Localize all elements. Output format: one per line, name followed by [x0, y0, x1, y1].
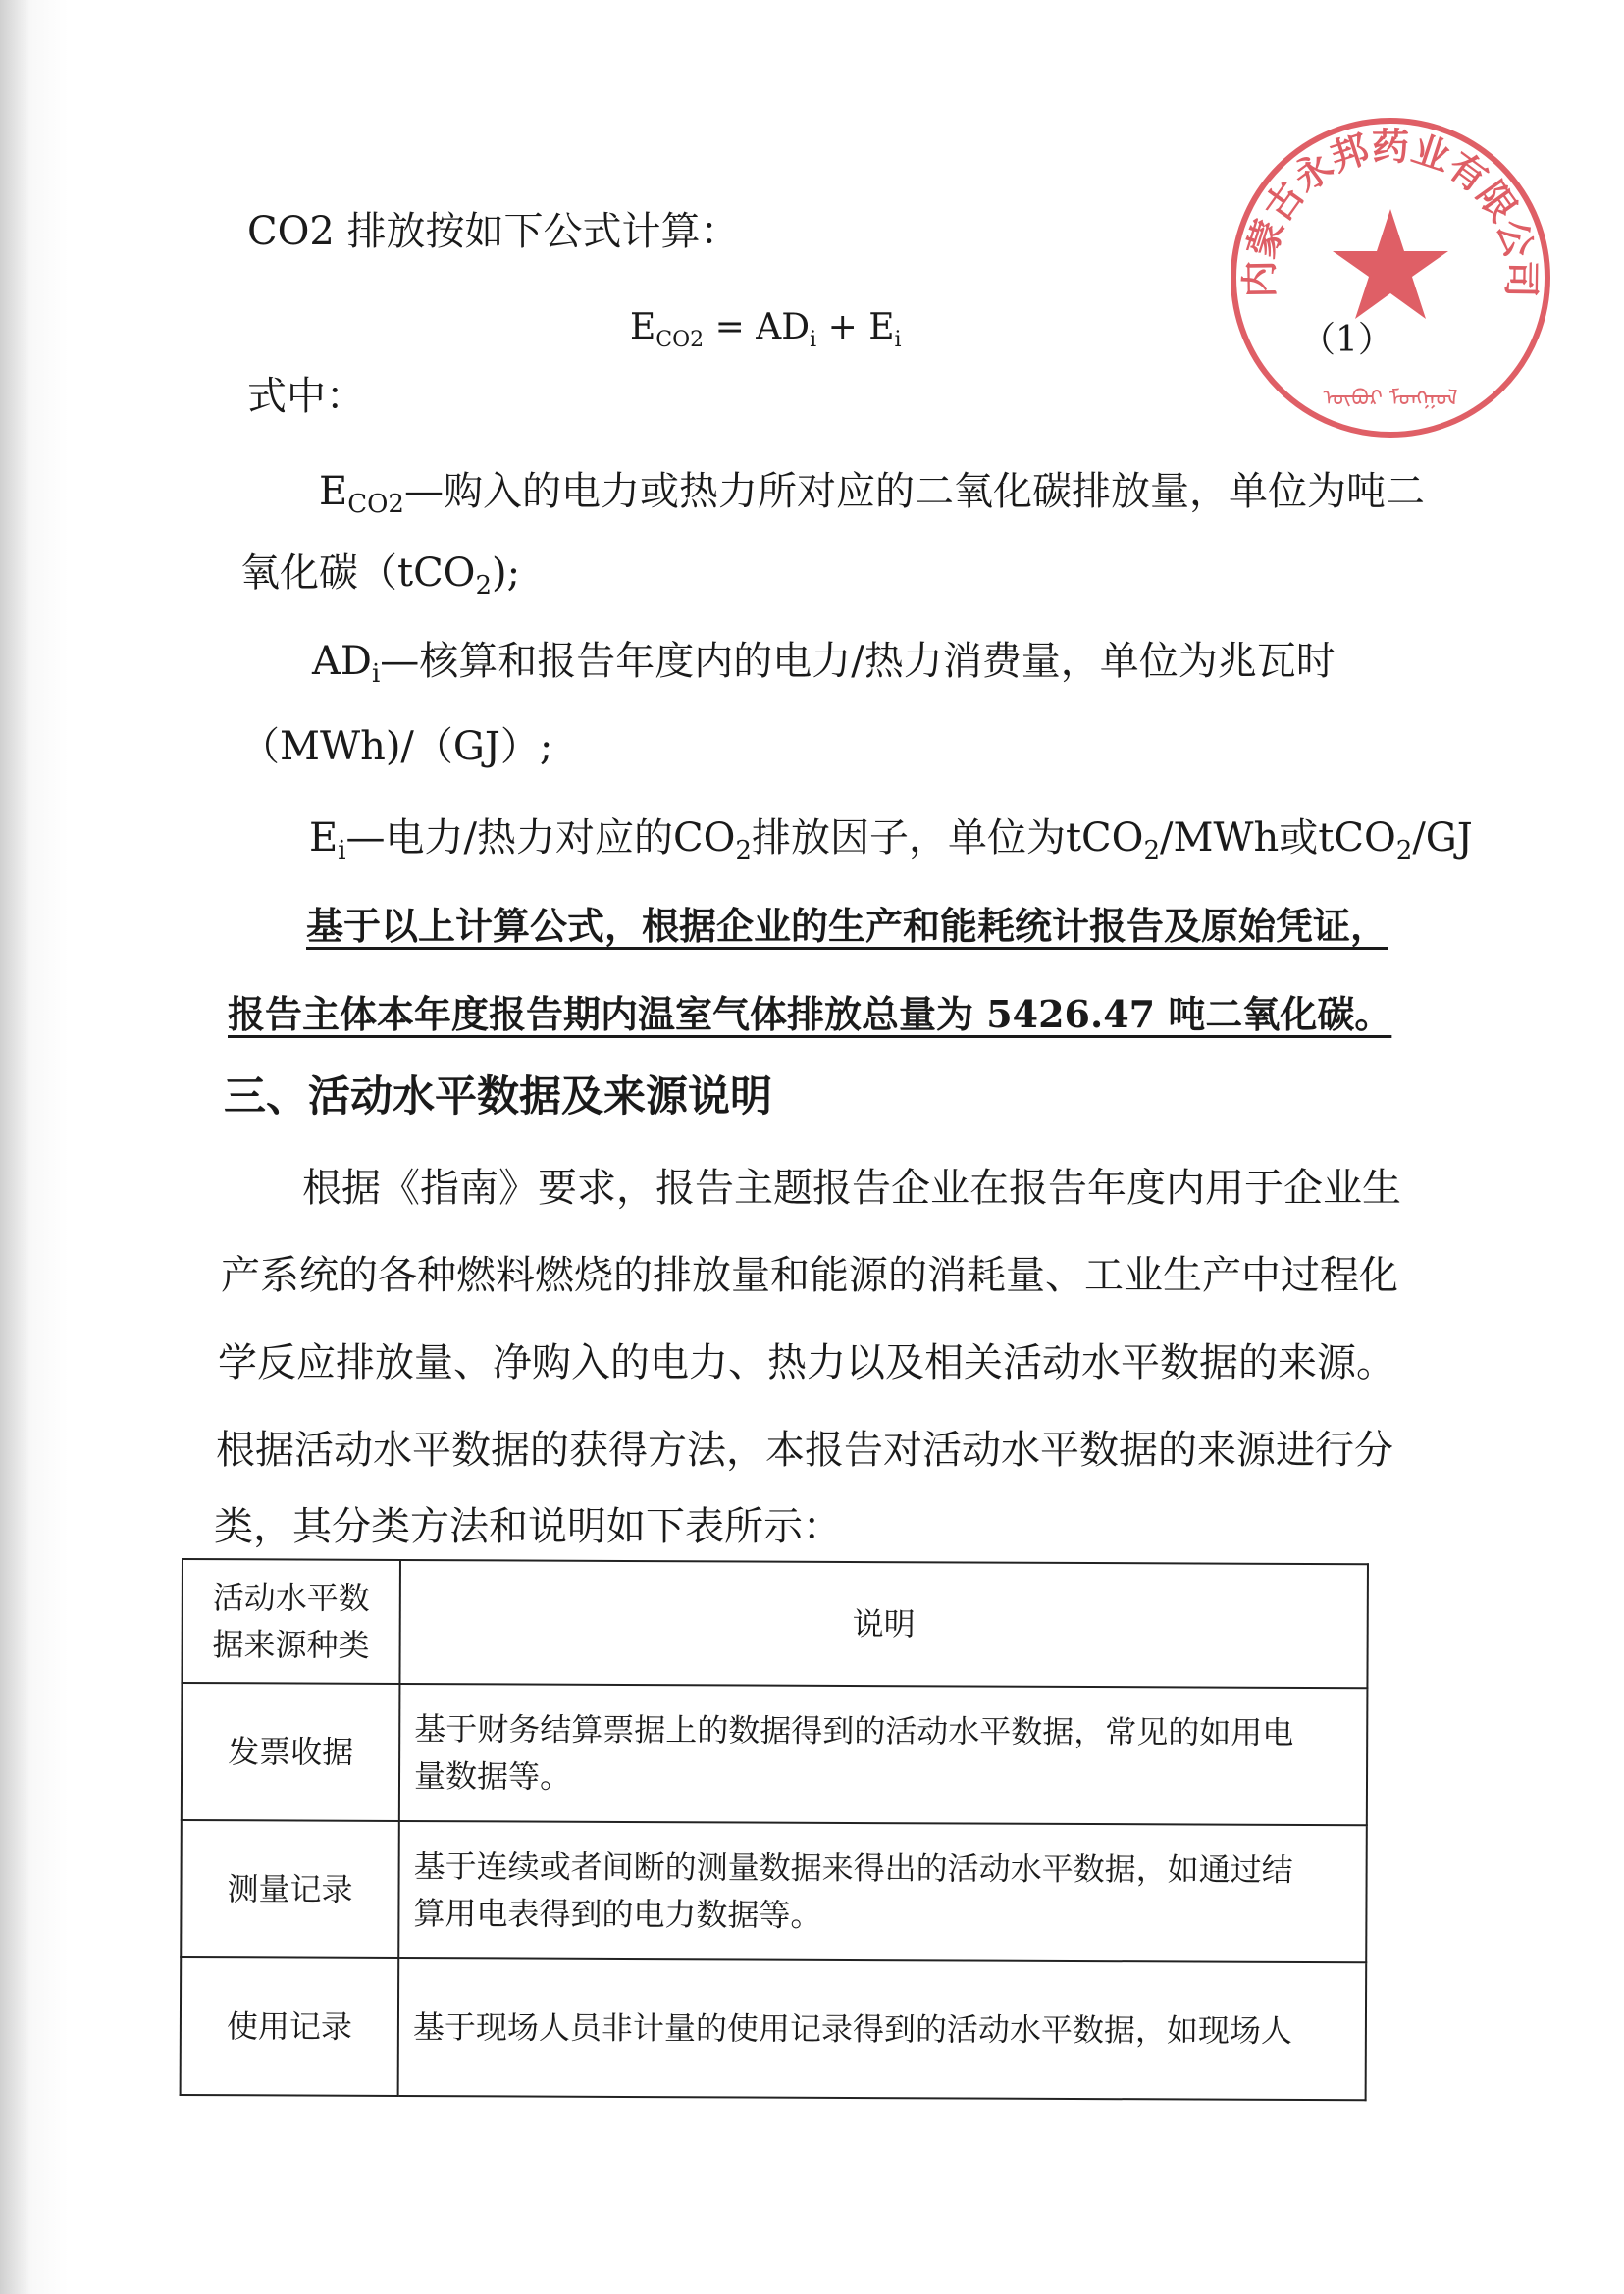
paragraph-line-1: 根据《指南》要求，报告主题报告企业在报告年度内用于企业生	[302, 1166, 1401, 1211]
section-heading: 三、活动水平数据及来源说明	[224, 1072, 772, 1121]
def-ei-line: $E_i—$电力/热力对应的$CO_2$排放因子，单位为tCO$_2$/MWh或tCO$_2$/GJ	[309, 815, 1473, 865]
activity-data-source-table	[180, 1558, 1369, 2101]
scan-edge-shadow	[0, 0, 69, 2294]
seal-mongolian-text: ᠥᠪᠦᠷ ᠮᠣᠩᠭᠣᠯ	[1323, 387, 1458, 411]
def-adi-line1: $AD_i—$核算和报告年度内的电力/热力消费量，单位为兆瓦时	[312, 639, 1336, 689]
table-row	[181, 1820, 1367, 1962]
table-cell-type: 发票收据	[182, 1683, 400, 1821]
table-row	[181, 1957, 1367, 2100]
table-cell-type: 使用记录	[181, 1957, 399, 2096]
paragraph-line-4: 根据活动水平数据的获得方法，本报告对活动水平数据的来源进行分	[216, 1428, 1393, 1473]
paragraph-line-5: 类，其分类方法和说明如下表所示：	[214, 1504, 842, 1549]
table-header-row	[182, 1559, 1368, 1688]
formula-equation: $E_{CO2} = AD_i + E_i$	[630, 307, 902, 353]
where-label: 式中：	[247, 374, 365, 419]
table-cell-description: 基于现场人员非计量的使用记录得到的活动水平数据，如现场人	[398, 1958, 1367, 2100]
table-cell-description: 基于财务结算票据上的数据得到的活动水平数据，常见的如用电 量数据等。	[399, 1684, 1368, 1825]
formula-intro: CO2 排放按如下公式计算：	[247, 209, 740, 254]
table-header-type: 活动水平数 据来源种类	[182, 1559, 400, 1684]
equation-number: （1）	[1300, 320, 1393, 360]
company-seal	[1219, 106, 1562, 449]
conclusion-line2: 报告主体本年度报告期内温室气体排放总量为 5426.47 吨二氧化碳。	[228, 992, 1392, 1036]
conclusion-line1: 基于以上计算公式，根据企业的生产和能耗统计报告及原始凭证，	[306, 904, 1388, 948]
def-adi-line2: （MWh)/（GJ）;	[240, 724, 553, 769]
paragraph-line-2: 产系统的各种燃料燃烧的排放量和能源的消耗量、工业生产中过程化	[221, 1253, 1398, 1298]
def-eco2-line2: 氧化碳（tCO$_2$);	[240, 550, 521, 600]
paragraph-line-3: 学反应排放量、净购入的电力、热力以及相关活动水平数据的来源。	[218, 1340, 1395, 1385]
seal-ring-text: 内蒙古永邦药业有限公司	[1237, 125, 1544, 298]
table-cell-description: 基于连续或者间断的测量数据来得出的活动水平数据，如通过结 算用电表得到的电力数据等。	[398, 1821, 1367, 1962]
table-cell-type: 测量记录	[181, 1820, 399, 1958]
table-header-description: 说明	[399, 1560, 1368, 1688]
table-row	[182, 1683, 1368, 1825]
def-eco2-line1: $E_{CO2}—$购入的电力或热力所对应的二氧化碳排放量，单位为吨二	[319, 469, 1425, 519]
